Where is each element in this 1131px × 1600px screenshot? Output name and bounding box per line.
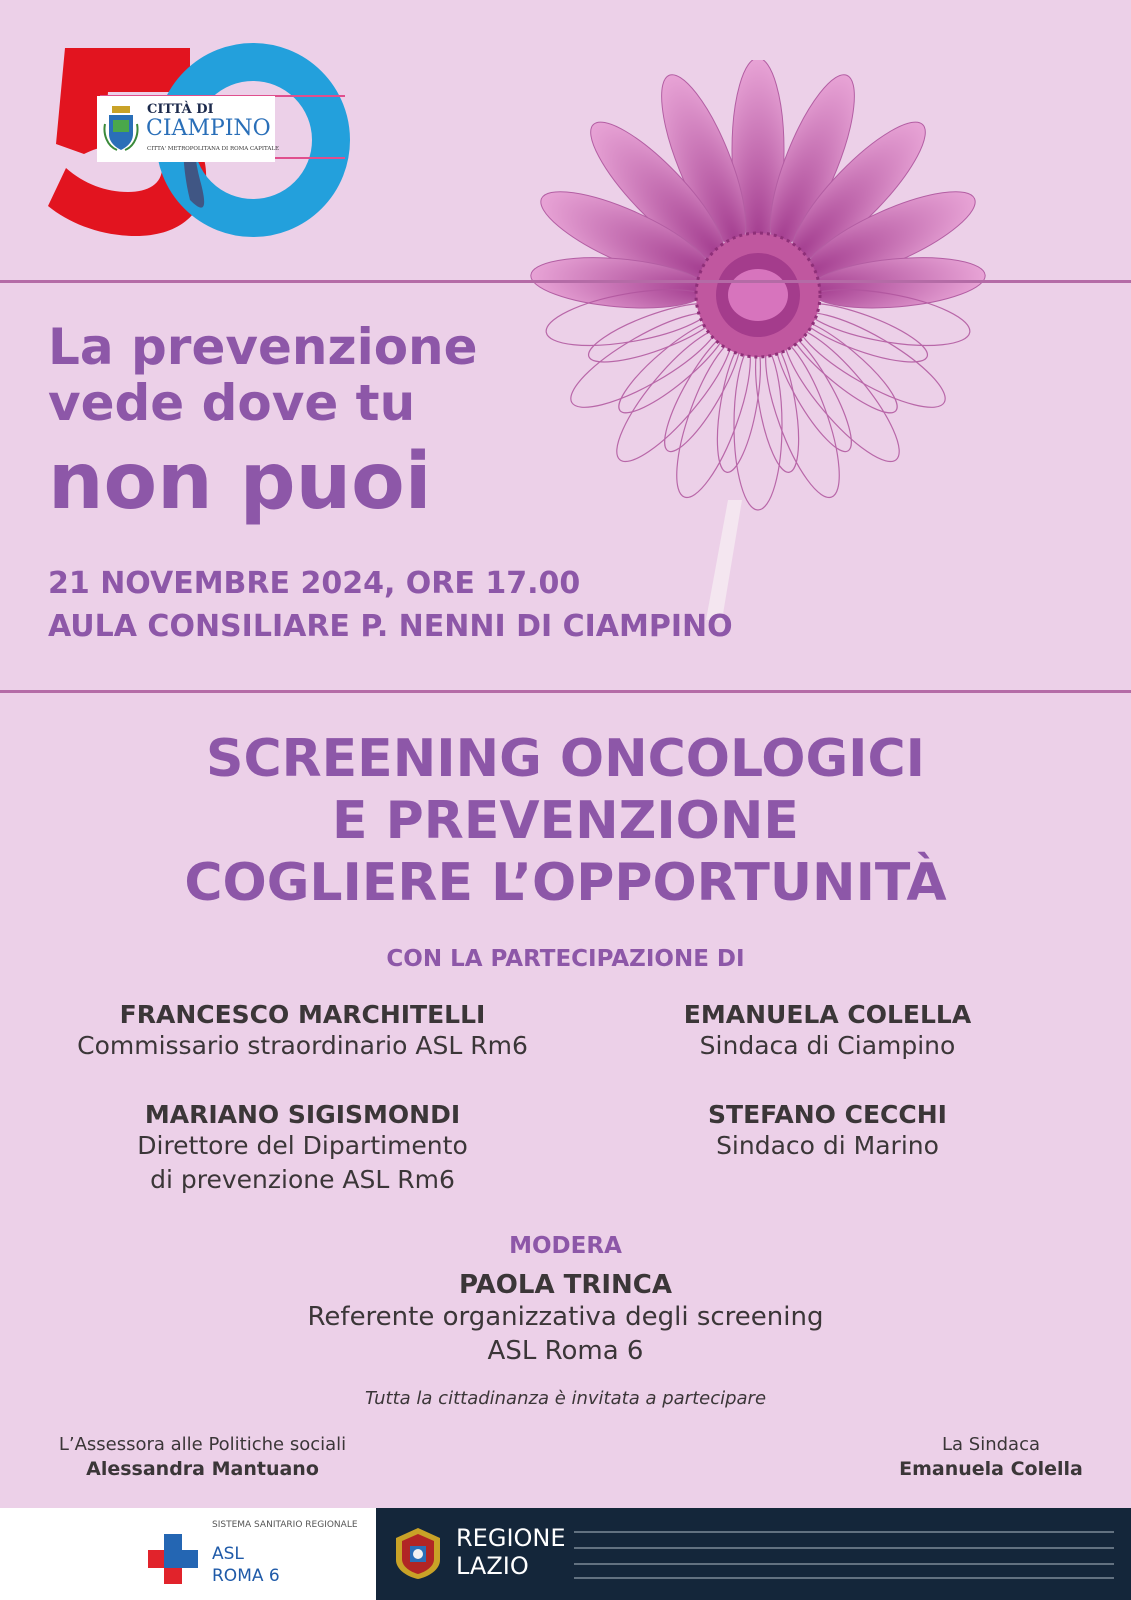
anniversary-logo: [40, 40, 360, 245]
city-logo-box: [97, 96, 280, 162]
middle-divider: [0, 690, 1131, 693]
city-name: CIAMPINO: [146, 116, 271, 141]
regione-emblem-icon: [392, 1526, 444, 1580]
speaker-card: [20, 1000, 585, 1063]
speaker-role: Commissario straordinario ASL Rm6: [77, 1031, 528, 1060]
speaker-role: Direttore del Dipartimento: [137, 1131, 468, 1160]
moderator-role: Referente organizzativa degli screening: [307, 1302, 824, 1332]
event-location: AULA CONSILIARE P. NENNI DI CIAMPINO: [48, 609, 733, 644]
asl-roma-label: ROMA 6: [212, 1566, 280, 1586]
speaker-name: STEFANO CECCHI: [708, 1100, 947, 1129]
signature-left-name: Alessandra Mantuano: [86, 1458, 319, 1480]
invitation-text: Tutta la cittadinanza è invitata a partecipare: [364, 1388, 767, 1409]
flower-illustration: [510, 60, 1030, 620]
speaker-role: Sindaca di Ciampino: [699, 1031, 956, 1060]
signature-left-title: L’Assessora alle Politiche sociali: [58, 1434, 347, 1455]
moderator-label: MODERA: [509, 1233, 622, 1259]
signature-right-name: Emanuela Colella: [899, 1458, 1083, 1480]
moderator-name: PAOLA TRINCA: [458, 1270, 673, 1300]
headline-line-3: non puoi: [48, 437, 432, 527]
asl-label: ASL: [212, 1544, 244, 1564]
moderator-role-line-2: ASL Roma 6: [487, 1336, 644, 1366]
speaker-name: FRANCESCO MARCHITELLI: [119, 1000, 486, 1029]
headline-line-2: vede dove tu: [48, 374, 416, 432]
asl-cross-icon: [148, 1534, 198, 1584]
main-title-line-1: SCREENING ONCOLOGICI: [206, 729, 925, 789]
regione-footer: [376, 1508, 1131, 1600]
asl-footer: [0, 1508, 376, 1600]
lazio-label: LAZIO: [456, 1552, 529, 1580]
decorative-lines: [574, 1528, 1114, 1580]
speaker-card: [20, 1100, 585, 1197]
signature-right-title: La Sindaca: [942, 1434, 1040, 1455]
speaker-card: [600, 1000, 1055, 1063]
asl-system-label: SISTEMA SANITARIO REGIONALE: [212, 1520, 358, 1530]
coat-of-arms-icon: [103, 104, 139, 152]
regione-label: REGIONE: [456, 1524, 566, 1552]
participation-label: CON LA PARTECIPAZIONE DI: [386, 946, 745, 972]
speaker-role-line-2: di prevenzione ASL Rm6: [150, 1165, 455, 1194]
signature-left: [30, 1434, 375, 1480]
top-divider: [0, 280, 1131, 283]
main-title: [0, 728, 1131, 914]
speaker-role: Sindaco di Marino: [716, 1131, 939, 1160]
main-title-line-3: COGLIERE L’OPPORTUNITÀ: [184, 853, 947, 913]
main-title-line-2: E PREVENZIONE: [332, 791, 799, 851]
speaker-card: [600, 1100, 1055, 1163]
city-subtitle: CITTA' METROPOLITANA DI ROMA CAPITALE: [147, 146, 280, 152]
speaker-name: EMANUELA COLELLA: [683, 1000, 972, 1029]
headline-line-1: La prevenzione: [48, 318, 478, 376]
signature-right: [880, 1434, 1102, 1480]
event-date-time: 21 NOVEMBRE 2024, ORE 17.00: [48, 566, 581, 601]
city-prefix: CITTÀ DI: [147, 102, 214, 117]
speaker-name: MARIANO SIGISMONDI: [144, 1100, 461, 1129]
moderator-block: [0, 1270, 1131, 1368]
